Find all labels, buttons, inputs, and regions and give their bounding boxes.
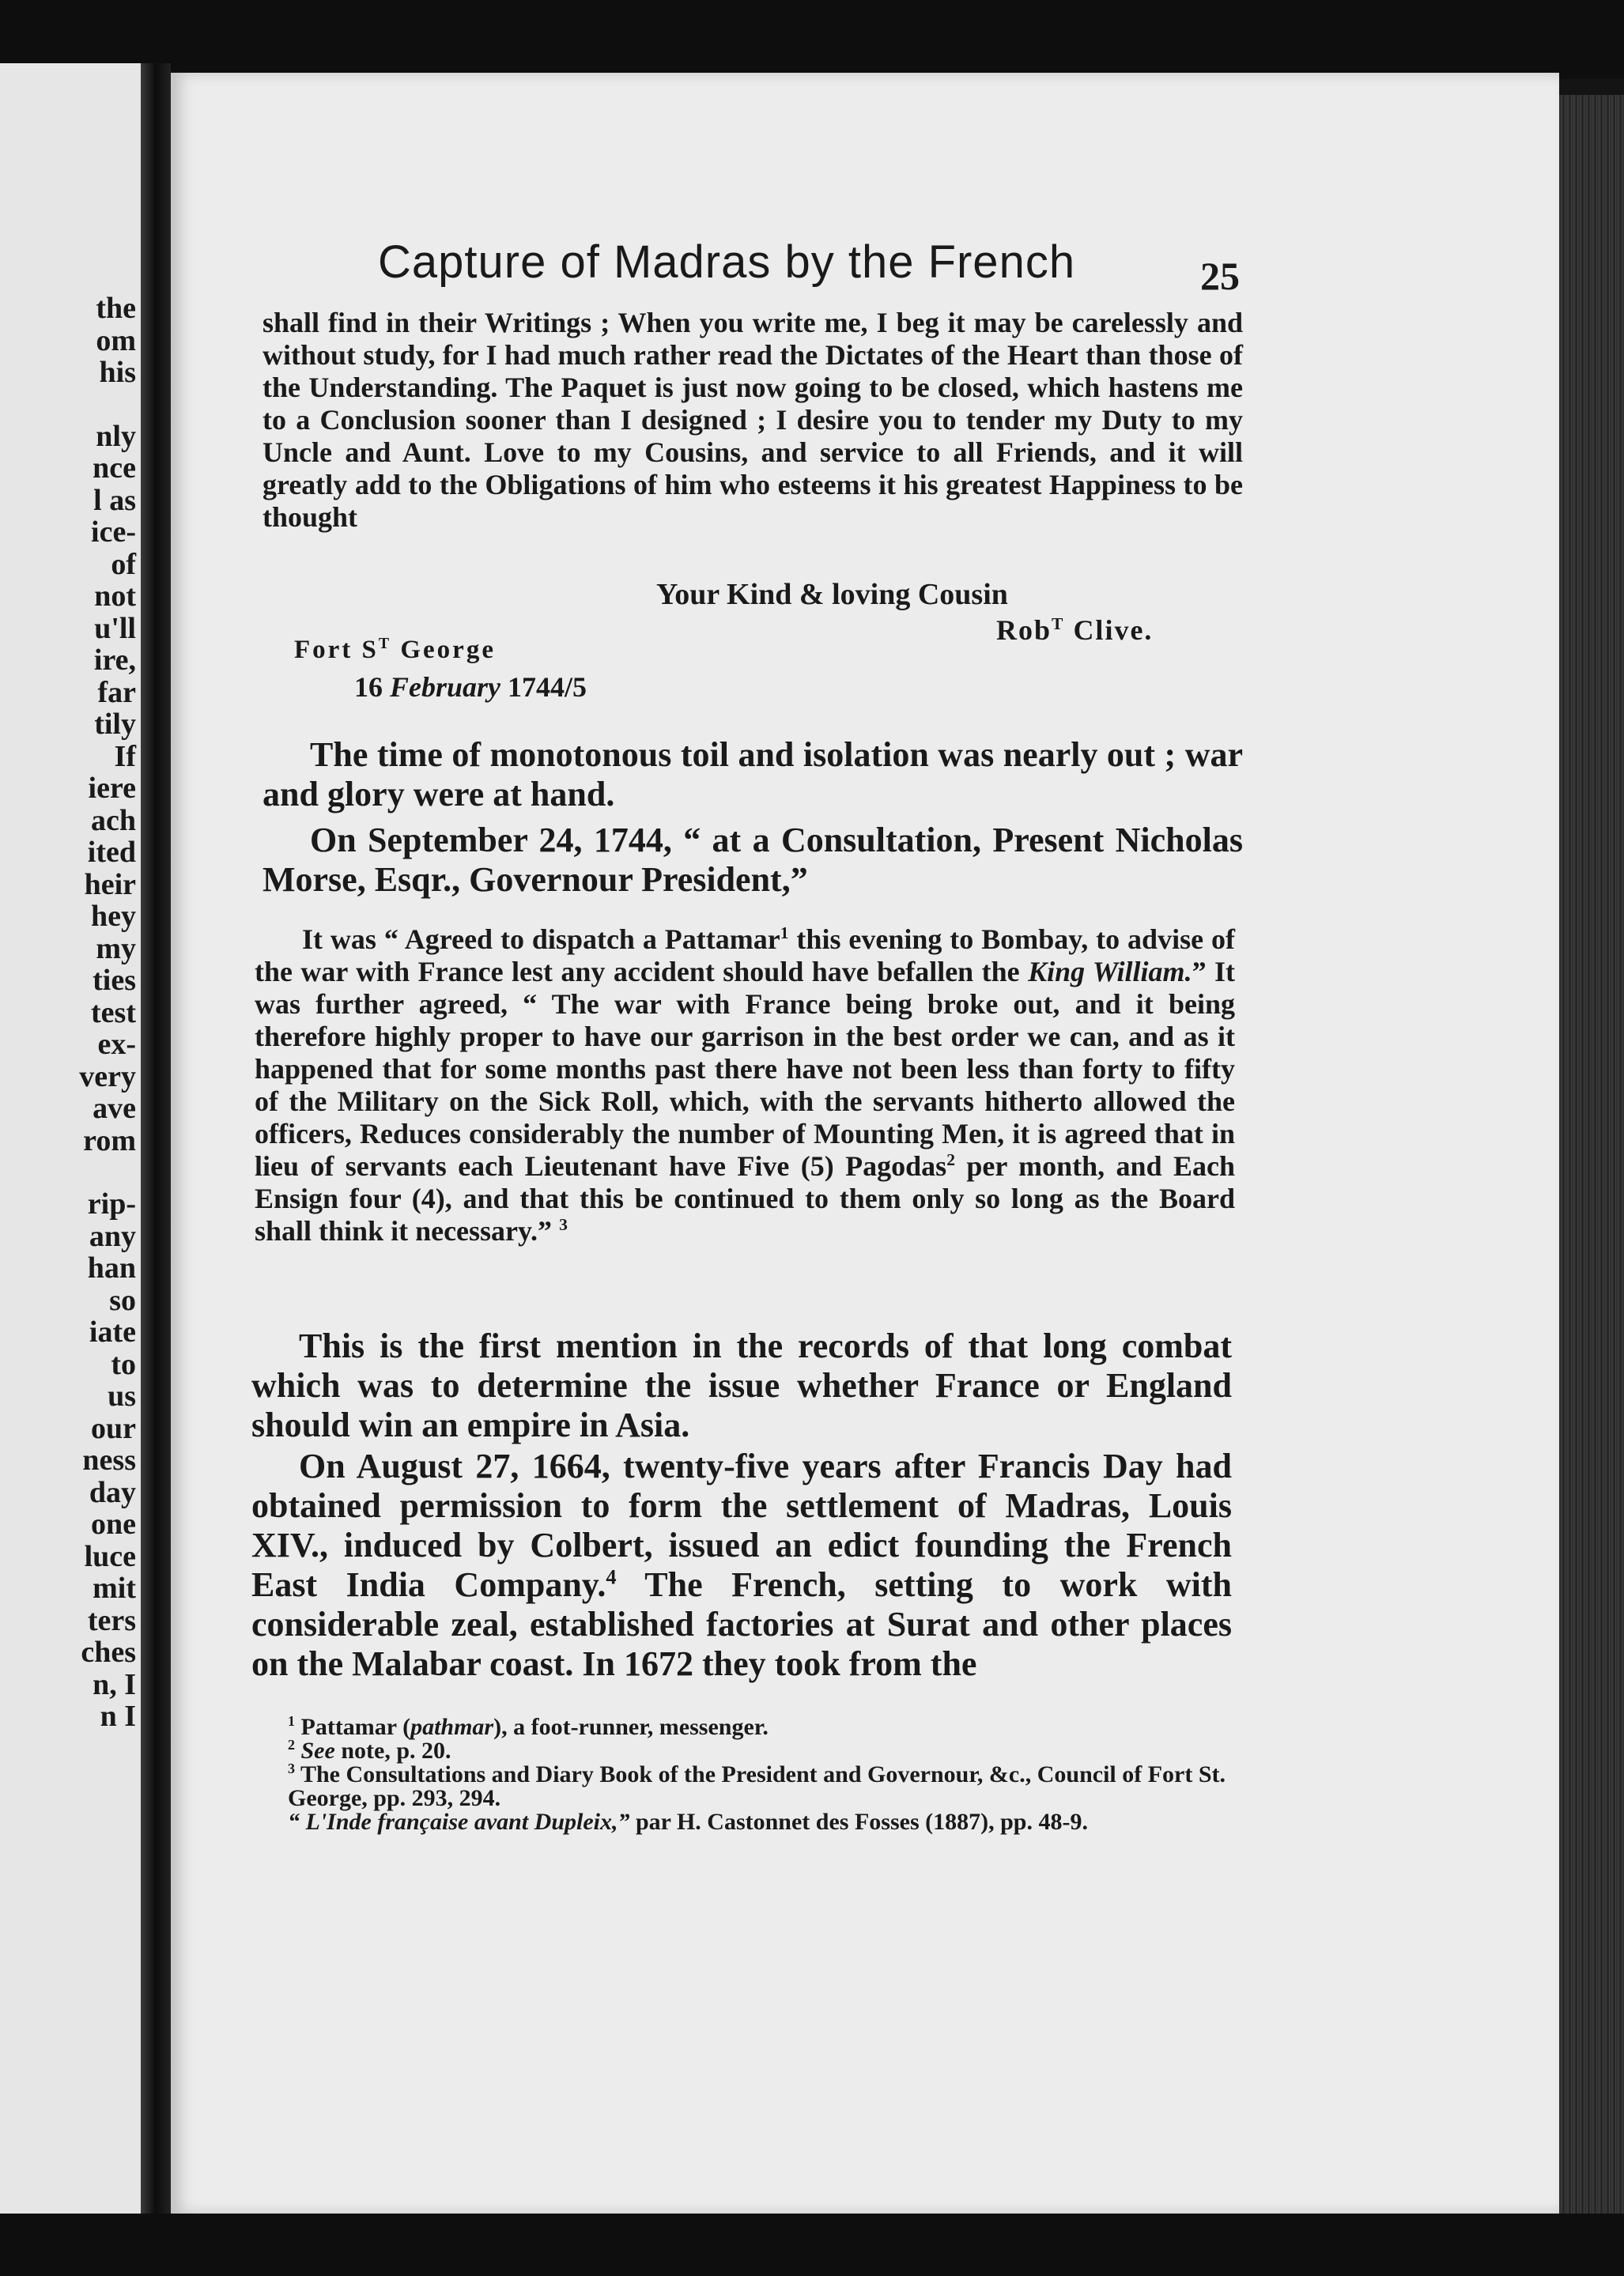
date-year: 1744/5 — [508, 671, 587, 703]
footnote-mark: 3 — [288, 1761, 295, 1776]
body-paragraph — [251, 1447, 1232, 1684]
left-page-line: tily — [94, 708, 136, 741]
footnote-see: See — [300, 1738, 335, 1764]
left-page-line: his — [99, 356, 136, 389]
footnote-part: par H. Castonnet des Fosses (1887), pp. 48-9. — [629, 1809, 1088, 1835]
left-page-line: any — [89, 1219, 136, 1253]
left-page-line: ire, — [93, 644, 136, 677]
footnote-1 — [250, 1715, 1235, 1739]
left-page-line: u'll — [94, 611, 136, 645]
footnote-2 — [250, 1739, 1235, 1763]
paragraph-part: On August 27, 1664, twenty-five years after Francis Day had obtained permission to form the settlement of Madras, Louis XIV., induced by Colbert, issued an edict founding the French East India Company. — [251, 1447, 1232, 1604]
book-gutter — [141, 63, 171, 2276]
left-page-line: so — [109, 1283, 136, 1317]
consultation-quote — [255, 923, 1235, 1247]
left-page-line: one — [91, 1508, 136, 1541]
ship-name: King William. — [1028, 956, 1192, 987]
place-part: George — [391, 636, 496, 664]
left-page-line: the — [96, 292, 136, 325]
paragraph-text — [251, 1447, 1232, 1684]
footnote-mark: 1 — [288, 1713, 295, 1729]
left-page-line: ters — [87, 1603, 136, 1637]
left-page-line: of — [111, 547, 136, 581]
footnote-3 — [250, 1763, 1235, 1810]
paragraph-text: This is the first mention in the records of that long combat which was to determine the issue whether France or England should win an empire in Asia. — [251, 1327, 1232, 1444]
left-page-line: far — [97, 675, 136, 709]
scan-border-top — [0, 0, 1624, 79]
left-page-line: rom — [83, 1123, 136, 1157]
running-head: Capture of Madras by the French — [378, 236, 1076, 288]
left-page-line: nly — [96, 419, 136, 453]
left-page-edge — [0, 63, 141, 2276]
left-page-line: ness — [82, 1444, 136, 1477]
signature-superscript: T — [1052, 614, 1065, 633]
paragraph-text: The time of monotonous toil and isolation was nearly out ; war and glory were at hand. — [262, 735, 1243, 813]
scan-border-bottom — [0, 2214, 1624, 2276]
left-page-text — [79, 293, 136, 1733]
footnote-part: ), a foot-runner, messenger. — [493, 1714, 769, 1740]
left-page-line: test — [91, 995, 136, 1029]
letter-signature — [996, 613, 1153, 647]
footnote-term: pathmar — [410, 1714, 494, 1740]
footnote-part: note, p. 20. — [334, 1738, 451, 1764]
left-page-line: heir — [84, 867, 136, 901]
body-paragraph — [262, 821, 1243, 900]
quote-text — [255, 923, 1235, 1247]
left-page-line: han — [87, 1251, 136, 1285]
page-header — [378, 236, 1240, 299]
date-day: 16 — [354, 671, 383, 703]
footnote-part: Pattamar ( — [295, 1714, 411, 1740]
left-page-line: If — [114, 739, 136, 773]
left-page-line: iate — [89, 1315, 136, 1349]
place-part: Fort S — [294, 636, 379, 664]
left-page-line: ex- — [97, 1028, 136, 1061]
left-page-line: mit — [93, 1572, 136, 1605]
letter-date — [354, 670, 587, 704]
quote-part: It was “ Agreed to dispatch a Pattamar — [302, 923, 780, 955]
letter-text: shall find in their Writings ; When you write me, I beg it may be carelessly and without study, for I had much rather read the Dictates of the Heart than those of the Understanding. The Paquet is just now going to be closed, which hastens me to a Conclusion sooner than I designed ; I desire you to tender my Duty to my Uncle and Aunt. Love to my Cousins, and service to all Friends, and it will greatly add to the Obligations of him who esteems it his greatest Happiness to be thought — [262, 307, 1243, 533]
left-page-line: iere — [88, 772, 136, 805]
left-page-line: luce — [84, 1539, 136, 1573]
left-page-line: ice- — [91, 515, 136, 549]
left-page-line: my — [96, 931, 136, 965]
body-paragraph — [262, 735, 1243, 814]
page-number: 25 — [1200, 254, 1240, 298]
footnote-part: The Consultations and Diary Book of the President and Governour, &c., Council of Fort St. George, pp. 293, 294. — [288, 1761, 1226, 1811]
quote-part: ” It was further agreed, “ The war with France being broke out, and it being therefore highly proper to have our garrison in the best order we can, and as it happened that for some months past there have not been less than forty to fifty of the Military on the Sick Roll, which, with the servants hitherto allowed the officers, Reduces considerably the number of Mounting Men, it is agreed that in lieu of servants each Lieutenant have Five (5) Pagodas — [255, 956, 1236, 1182]
left-page-line: day — [89, 1475, 136, 1509]
footnote-ref: 1 — [780, 923, 789, 942]
left-page-line: very — [79, 1059, 136, 1093]
paragraph-text: On September 24, 1744, “ at a Consultation, Present Nicholas Morse, Esqr., Governour President,” — [262, 821, 1243, 899]
left-page-line: ach — [91, 803, 136, 837]
left-page-line: hey — [91, 900, 136, 933]
signature-part: Clive. — [1064, 614, 1154, 646]
footnote-ref: 4 — [606, 1565, 617, 1589]
date-month: February — [390, 671, 501, 703]
footnote-4 — [250, 1810, 1235, 1834]
letter-closing: Your Kind & loving Cousin — [656, 578, 1008, 611]
left-page-line: n I — [100, 1700, 136, 1733]
left-page-line: ave — [93, 1092, 136, 1125]
letter-ending — [262, 307, 1243, 534]
footnotes — [250, 1715, 1235, 1834]
paragraph-part: The French, setting to work with considerable zeal, established factories at Surat and other places on the Malabar coast. In 1672 they took from the — [251, 1565, 1232, 1683]
footnote-ref: 2 — [946, 1150, 955, 1169]
left-page-line: rip- — [87, 1187, 136, 1221]
quote-part: this evening to Bombay, to advise of the war with France lest any accident should have befallen the — [255, 923, 1235, 987]
left-page-line: l as — [93, 483, 136, 517]
left-page-line: nce — [93, 451, 136, 485]
left-page-line: to — [111, 1347, 136, 1381]
left-page-line: ches — [81, 1636, 136, 1669]
body-paragraph — [251, 1327, 1232, 1445]
left-page-line: ties — [93, 964, 136, 997]
left-page-line: us — [108, 1380, 136, 1413]
footnote-ref: 3 — [559, 1215, 568, 1234]
left-page-line: our — [91, 1411, 136, 1445]
left-page-line: om — [96, 323, 136, 357]
page-stack-edge — [1559, 95, 1624, 2214]
left-page-line: ited — [87, 836, 136, 869]
signature-part: Rob — [996, 614, 1052, 646]
left-page-line: n, I — [93, 1667, 136, 1701]
footnote-book-title: “ L'Inde française avant Dupleix,” — [288, 1809, 630, 1835]
left-page-line: not — [94, 579, 136, 613]
quote-part: per month, and Each Ensign four (4), and that this be continued to them only so long as the Board shall think it necessary.” — [255, 1150, 1236, 1247]
place-superscript: T — [378, 635, 392, 652]
letter-place — [294, 636, 496, 665]
footnote-mark: 2 — [288, 1737, 295, 1753]
